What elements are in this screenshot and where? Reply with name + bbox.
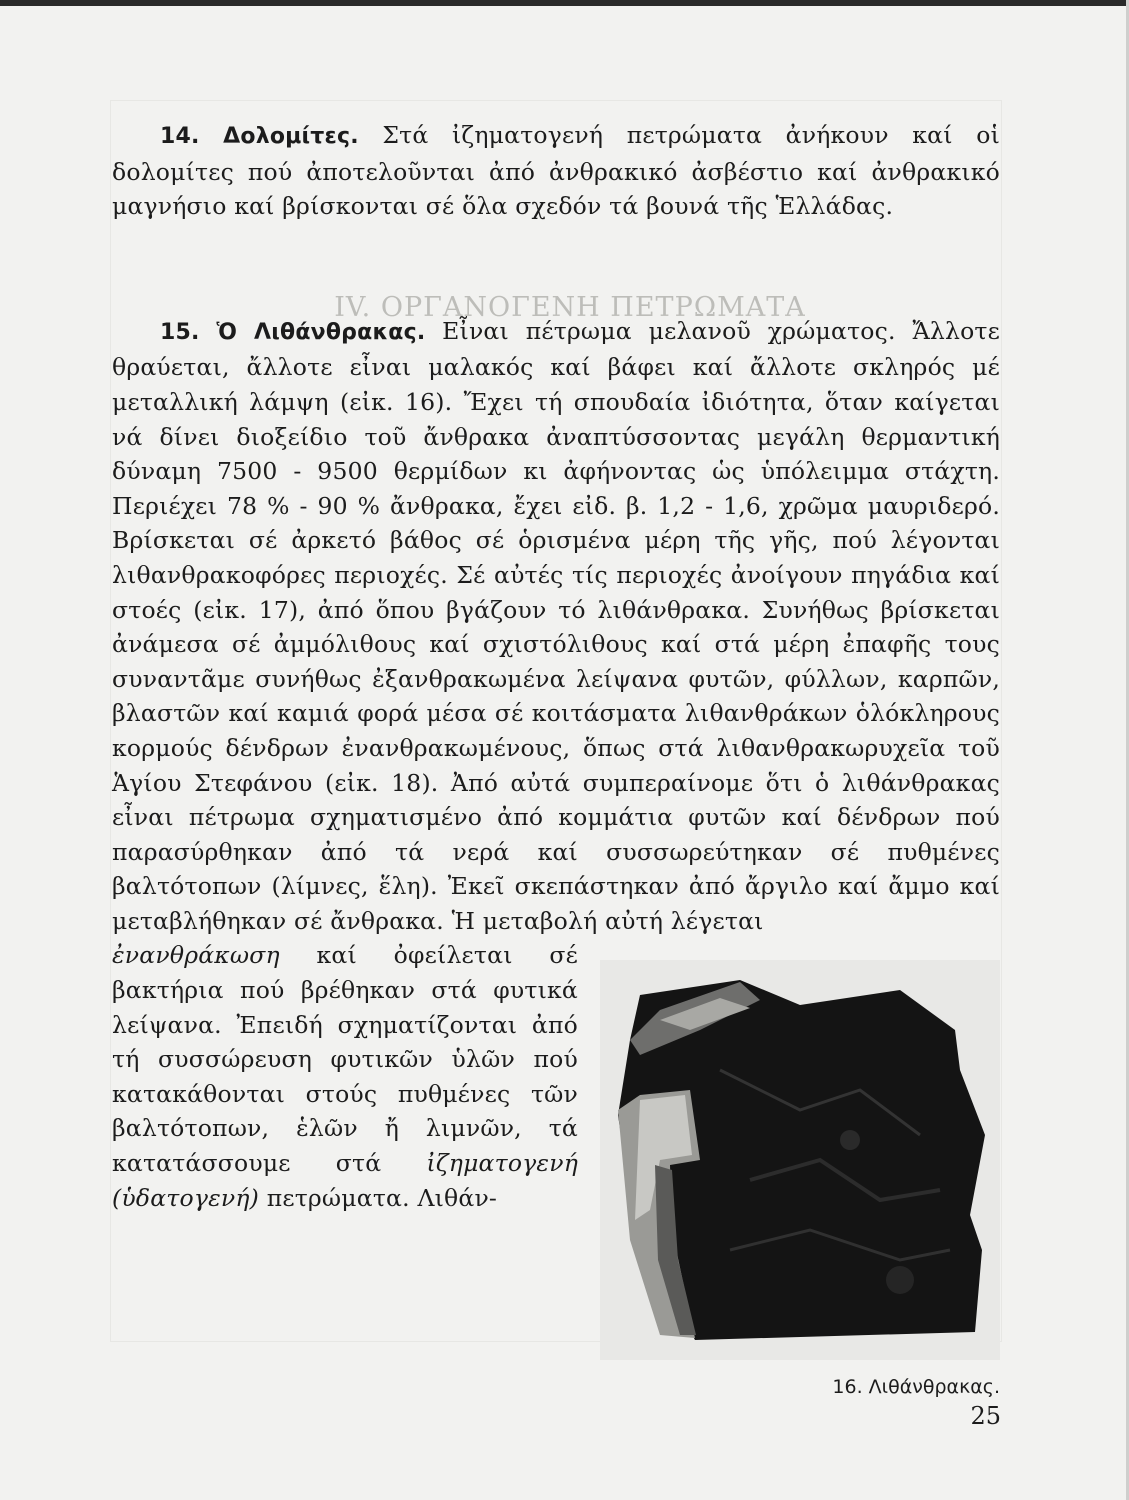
section-14-number: 14. (160, 124, 200, 149)
section-14-title: Δολομίτες. (223, 124, 359, 149)
page-content (112, 118, 1000, 1398)
page-number: 25 (970, 1402, 1001, 1430)
section-gap (112, 224, 1000, 314)
coal-image (600, 960, 1000, 1360)
term-enanthrakosi: ἐνανθράκωση (112, 941, 280, 970)
figure-16 (600, 960, 1000, 1398)
scan-edge-top (0, 0, 1129, 6)
section-15-text: Εἶναι πέτρωμα μελανοῦ χρώματος. Ἄλλοτε θραύεται, ἄλλοτε εἶναι μαλακός καί βάφει καί ἄλλοτε σκληρός μέ μεταλλική λάμψη (εἰκ. 16). Ἔχει τή σπουδαία ἰδιότητα, ὅταν καίγεται νά δίνει διοξείδιο τοῦ ἄνθρακα ἀναπτύσσοντας μεγάλη θερμαντική δύναμη 7500 - 9500 θερμίδων κι ἀφήνοντας ὡς ὑπόλειμμα στάχτη. Περιέχει 78 % - 90 % ἄνθρακα, ἔχει εἰδ. β. 1,2 - 1,6, χρῶμα μαυριδερό. Βρίσκεται σέ ἀρκετό βάθος σέ ὁρισμένα μέρη τῆς γῆς, πού λέγονται λιθανθρακοφόρες περιοχές. Σέ αὐτές τίς περιοχές ἀνοίγουν πηγάδια καί στοές (εἰκ. 17), ἀπό ὅπου βγάζουν τό λιθάνθρακα. Συνήθως βρίσκεται ἀνάμεσα σέ ἀμμόλιθους καί σχιστόλιθους καί στά μέρη ἐπαφῆς τους συναντᾶμε συνήθως ἐξανθρακωμένα λείψανα φυτῶν, φύλλων, καρπῶν, βλαστῶν καί καμιά φορά μέσα σέ κοιτάσματα λιθανθράκων ὁλόκληρους κορμούς δένδρων ἐνανθρακωμένους, ὅπως στά λιθανθρακωρυχεῖα τοῦ Ἁγίου Στεφάνου (εἰκ. 18). Ἀπό αὐτά συμπεραίνομε ὅτι ὁ λιθάνθρακας εἶναι πέτρωμα σχηματισμένο ἀπό κομμάτια φυτῶν καί δένδρων πού παρασύρθηκαν ἀπό τά νερά καί συσσωρεύτηκαν σέ πυθμένες βαλτότοπων (λίμνες, ἕλη). Ἐκεῖ σκεπάστηκαν ἀπό ἄργιλο καί ἄμμο καί μεταβλήθηκαν σέ ἄνθρακα. Ἡ μεταβολή αὐτή λέγεται (112, 316, 1000, 935)
section-15-number: 15. (160, 319, 200, 345)
bleed-through-heading: IV. ΟΡΓΑΝΟΓΕΝΗ ΠΕΤΡΩΜΑΤΑ (334, 292, 806, 323)
section-15-text-3: πετρώματα. Λιθάν- (266, 1183, 498, 1212)
figure-caption: 16. Λιθάνθρακας. (832, 1376, 1000, 1399)
section-14-paragraph (112, 118, 1000, 224)
section-15-text-2: καί ὀφείλεται σέ βακτήρια πού βρέθηκαν στά φυτικά λείψανα. Ἐπειδή σχηματίζονται ἀπό τή συσσώρευση φυτικῶν ὑλῶν πού κατακάθονται στούς πυθμένες τῶν βαλτότοπων, ἑλῶν ἤ λιμνῶν, τά κατατάσσουμε στά (112, 941, 578, 1178)
coal-photo (600, 960, 1000, 1360)
section-15-paragraph (112, 314, 1000, 939)
section-14-text: Στά ἰζηματογενή πετρώματα ἀνήκουν καί οἱ δολομίτες πού ἀποτελοῦνται ἀπό ἀνθρακικό ἀσβέστιο καί ἀνθρακικό μαγνήσιο καί βρίσκονται σέ ὅλα σχεδόν τά βουνά τῆς Ἑλλάδας. (112, 121, 1000, 221)
term-izimatogeni: ἰζηματογενή (ὑδατογενή) (112, 1149, 578, 1212)
section-15-title: Ὁ Λιθάνθρακας. (216, 319, 426, 345)
